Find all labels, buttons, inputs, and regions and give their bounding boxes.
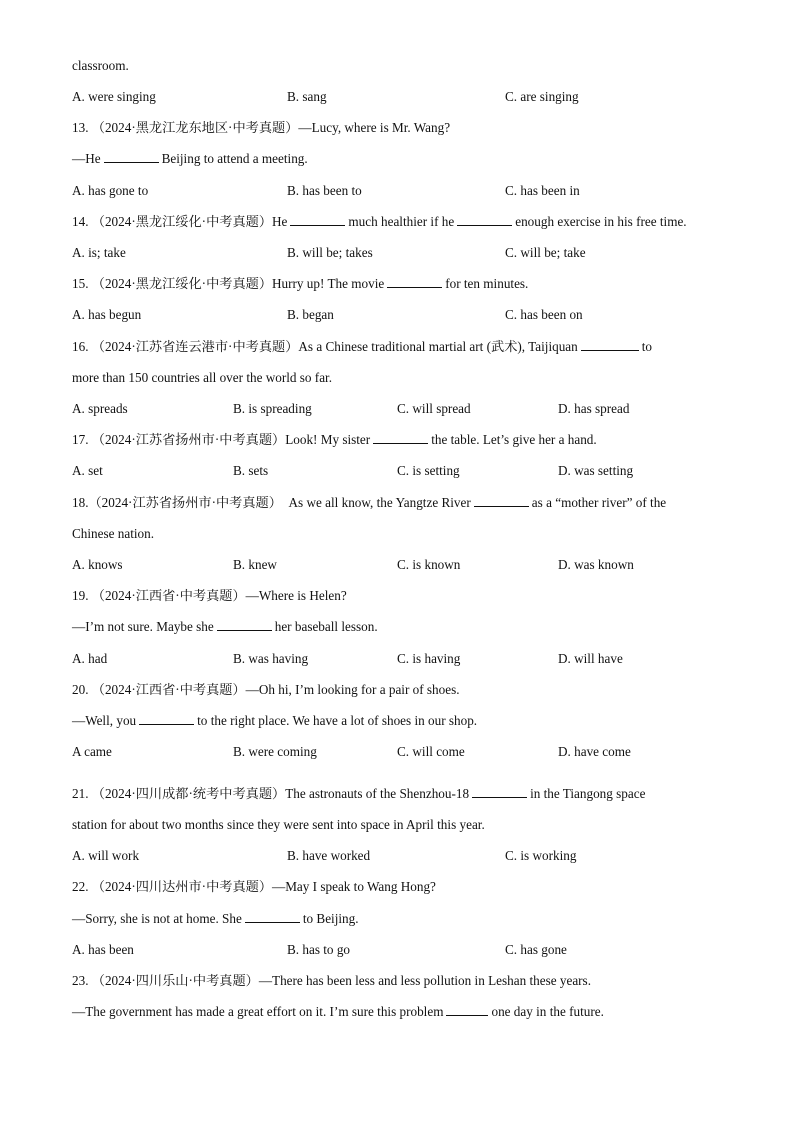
q19-source: （2024·江西省·中考真题） (91, 588, 246, 603)
q21-answer-blank[interactable] (472, 785, 527, 798)
q16-option-c[interactable]: C. will spread (397, 401, 471, 416)
q20-line2-pre: —Well, you (72, 713, 137, 728)
q14-stem-pre: He (272, 214, 288, 229)
q21-source: （2024·四川成都·统考中考真题） (91, 786, 286, 801)
q13-option-b[interactable]: B. has been to (287, 183, 362, 198)
q12-option-b[interactable]: B. sang (287, 89, 327, 104)
q20-source: （2024·江西省·中考真题） (91, 682, 246, 697)
q22-option-b[interactable]: B. has to go (287, 942, 351, 957)
q19-number: 19. (72, 588, 89, 603)
q14-answer-blank-1[interactable] (290, 213, 345, 226)
q17-option-a[interactable]: A. set (72, 463, 103, 478)
q23-stem (72, 972, 591, 990)
q22-option-a[interactable]: A. has been (72, 942, 134, 957)
q20-answer-blank[interactable] (139, 712, 194, 725)
q23-line2-pre: —The government has made a great effort on it. I’m sure this problem (72, 1004, 444, 1019)
q15-stem-pre: Hurry up! The movie (272, 276, 385, 291)
q15-option-b[interactable]: B. began (287, 307, 334, 322)
q17-stem (72, 431, 597, 449)
q12-option-c[interactable]: C. are singing (505, 89, 579, 104)
q19-line2-pre: —I’m not sure. Maybe she (72, 619, 214, 634)
q22-number: 22. (72, 879, 89, 894)
q13-line2-pre: —He (72, 151, 101, 166)
q21-stem-post: in the Tiangong space (530, 786, 646, 801)
q21-number: 21. (72, 786, 89, 801)
q14-option-a[interactable]: A. is; take (72, 245, 126, 260)
q21-option-b[interactable]: B. have worked (287, 848, 371, 863)
q23-line2 (72, 1003, 604, 1021)
q16-answer-blank[interactable] (581, 338, 639, 351)
q22-line2-post: to Beijing. (302, 911, 359, 926)
q20-option-c[interactable]: C. will come (397, 744, 465, 759)
q15-option-c[interactable]: C. has been on (505, 307, 583, 322)
q14-number: 14. (72, 214, 89, 229)
q23-number: 23. (72, 973, 89, 988)
q22-option-c[interactable]: C. has gone (505, 942, 567, 957)
q22-answer-blank[interactable] (245, 910, 300, 923)
q22-stem (72, 878, 436, 896)
q17-stem-pre: Look! My sister (285, 432, 371, 447)
q15-stem-post: for ten minutes. (445, 276, 529, 291)
q20-option-b[interactable]: B. were coming (233, 744, 317, 759)
q18-option-d[interactable]: D. was known (558, 557, 634, 572)
q16-stem-post: to (641, 339, 653, 354)
q18-line2: Chinese nation. (72, 526, 155, 541)
q16-stem-pre: As a Chinese traditional martial art (武术), Taijiquan (298, 339, 578, 354)
q17-option-c[interactable]: C. is setting (397, 463, 460, 478)
q13-answer-blank[interactable] (104, 150, 159, 163)
q12-stem-tail: classroom. (72, 58, 129, 73)
q14-stem (72, 213, 687, 231)
q16-option-b[interactable]: B. is spreading (233, 401, 312, 416)
q21-stem (72, 785, 645, 803)
q18-stem-pre: As we all know, the Yangtze River (288, 495, 471, 510)
q17-option-b[interactable]: B. sets (233, 463, 269, 478)
q13-source: （2024·黑龙江龙东地区·中考真题） (91, 120, 299, 135)
q23-stem-text: —There has been less and less pollution in Leshan these years. (258, 973, 591, 988)
q20-number: 20. (72, 682, 89, 697)
q21-option-a[interactable]: A. will work (72, 848, 140, 863)
q23-source: （2024·四川乐山·中考真题） (91, 973, 259, 988)
q14-answer-blank-2[interactable] (457, 213, 512, 226)
q13-stem (72, 119, 450, 137)
q18-number: 18. (72, 495, 89, 510)
q17-option-d[interactable]: D. was setting (558, 463, 634, 478)
q15-stem (72, 275, 528, 293)
q23-line2-post: one day in the future. (491, 1004, 604, 1019)
q19-option-b[interactable]: B. was having (233, 651, 309, 666)
q16-line2: more than 150 countries all over the world so far. (72, 370, 333, 385)
q16-source: （2024·江苏省连云港市·中考真题） (91, 339, 299, 354)
q19-stem (72, 587, 347, 605)
q19-option-d[interactable]: D. will have (558, 651, 623, 666)
q14-stem-post: enough exercise in his free time. (515, 214, 687, 229)
q14-option-c[interactable]: C. will be; take (505, 245, 586, 260)
q17-stem-post: the table. Let’s give her a hand. (431, 432, 597, 447)
q20-stem-text: —Oh hi, I’m looking for a pair of shoes. (245, 682, 460, 697)
q18-source: （2024·江苏省扬州市·中考真题） (88, 495, 282, 510)
q19-stem-text: —Where is Helen? (245, 588, 347, 603)
q19-option-a[interactable]: A. had (72, 651, 108, 666)
q17-number: 17. (72, 432, 89, 447)
q14-option-b[interactable]: B. will be; takes (287, 245, 373, 260)
q22-line2 (72, 910, 359, 928)
q22-line2-pre: —Sorry, she is not at home. She (72, 911, 242, 926)
q18-answer-blank[interactable] (474, 494, 529, 507)
q13-option-c[interactable]: C. has been in (505, 183, 580, 198)
q17-source: （2024·江苏省扬州市·中考真题） (91, 432, 286, 447)
q19-answer-blank[interactable] (217, 618, 272, 631)
q19-option-c[interactable]: C. is having (397, 651, 461, 666)
q17-answer-blank[interactable] (373, 431, 428, 444)
q22-source: （2024·四川达州市·中考真题） (91, 879, 273, 894)
q15-answer-blank[interactable] (387, 275, 442, 288)
q13-line2 (72, 150, 308, 168)
q18-stem-post: as a “mother river” of the (531, 495, 667, 510)
q21-line2: station for about two months since they were sent into space in April this year. (72, 817, 485, 832)
q14-source: （2024·黑龙江绥化·中考真题） (91, 214, 273, 229)
q14-stem-mid: much healthier if he (348, 214, 455, 229)
q23-answer-blank[interactable] (446, 1003, 488, 1016)
q15-option-a[interactable]: A. has begun (72, 307, 142, 322)
q13-option-a[interactable]: A. has gone to (72, 183, 149, 198)
q16-option-a[interactable]: A. spreads (72, 401, 128, 416)
q15-source: （2024·黑龙江绥化·中考真题） (91, 276, 273, 291)
q20-stem (72, 681, 460, 699)
q21-stem-pre: The astronauts of the Shenzhou-18 (285, 786, 470, 801)
q19-line2 (72, 618, 378, 636)
q13-number: 13. (72, 120, 89, 135)
q18-option-b[interactable]: B. knew (233, 557, 277, 572)
q16-option-d[interactable]: D. has spread (558, 401, 630, 416)
q20-option-d[interactable]: D. have come (558, 744, 631, 759)
q12-option-a[interactable]: A. were singing (72, 89, 156, 104)
q18-option-a[interactable]: A. knows (72, 557, 123, 572)
q20-line2 (72, 712, 477, 730)
q18-stem (72, 494, 666, 512)
q20-option-a[interactable]: A came (72, 744, 112, 759)
q22-stem-text: —May I speak to Wang Hong? (272, 879, 436, 894)
q19-line2-post: her baseball lesson. (274, 619, 378, 634)
q13-line2-post: Beijing to attend a meeting. (161, 151, 308, 166)
q21-option-c[interactable]: C. is working (505, 848, 577, 863)
q15-number: 15. (72, 276, 89, 291)
q16-stem (72, 338, 652, 356)
q20-line2-post: to the right place. We have a lot of shoes in our shop. (197, 713, 478, 728)
q16-number: 16. (72, 339, 89, 354)
q18-option-c[interactable]: C. is known (397, 557, 461, 572)
q13-stem-text: —Lucy, where is Mr. Wang? (298, 120, 451, 135)
